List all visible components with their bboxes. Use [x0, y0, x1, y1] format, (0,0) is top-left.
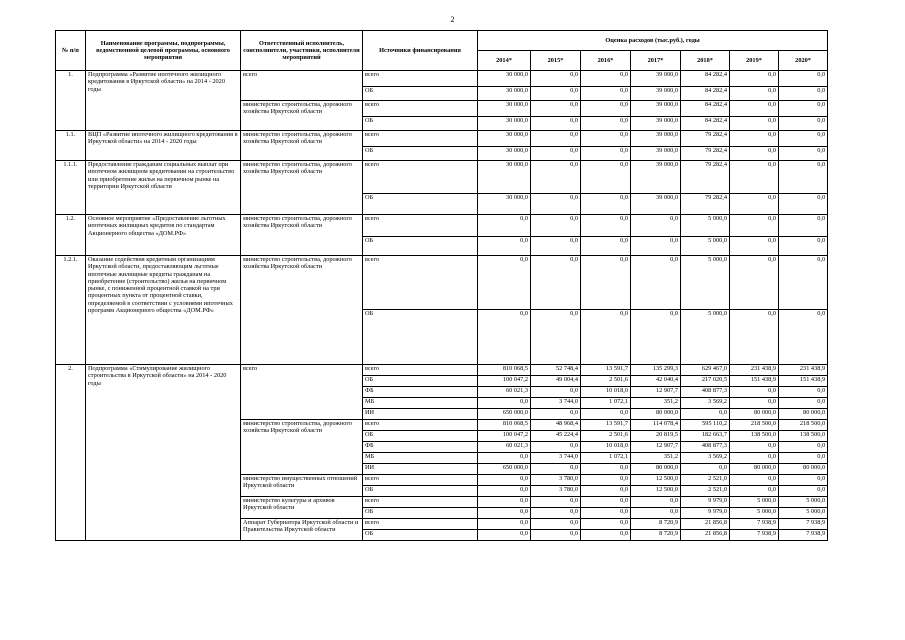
expense-value: 0,0: [478, 497, 531, 508]
expense-value: 12 907,7: [631, 387, 681, 398]
expense-value: 9 979,0: [681, 497, 730, 508]
responsible-executor: Аппарат Губернатора Иркутской области и Правительства Иркутской области: [241, 519, 363, 541]
funding-source: всего: [363, 161, 478, 194]
expense-value: 0,0: [531, 409, 581, 420]
expense-value: 2 521,0: [681, 475, 730, 486]
expense-value: 0,0: [581, 215, 631, 237]
expense-value: 0,0: [531, 71, 581, 87]
expense-value: 79 282,4: [681, 161, 730, 194]
budget-table: [55, 30, 828, 541]
expense-value: 0,0: [478, 475, 531, 486]
expense-value: 30 000,0: [478, 131, 531, 147]
row-number: 2.: [56, 365, 86, 541]
expense-value: 3 569,2: [681, 453, 730, 464]
expense-value: 408 877,3: [681, 387, 730, 398]
responsible-executor: министерство имущественных отношений Иркутской области: [241, 475, 363, 497]
funding-source: ИИ: [363, 409, 478, 420]
expense-value: 0,0: [779, 486, 828, 497]
row-number: 1.1.: [56, 131, 86, 161]
expense-value: 0,0: [730, 453, 779, 464]
expense-value: 39 000,0: [631, 71, 681, 87]
header-year: 2015*: [531, 51, 581, 71]
expense-value: 0,0: [779, 310, 828, 365]
funding-source: всего: [363, 215, 478, 237]
expense-value: 7 938,9: [779, 519, 828, 530]
expense-value: 5 000,0: [730, 508, 779, 519]
expense-value: 0,0: [779, 237, 828, 256]
responsible-executor: министерство строительства, дорожного хозяйства Иркутской области: [241, 420, 363, 475]
expense-value: 0,0: [478, 256, 531, 310]
expense-value: 0,0: [478, 398, 531, 409]
expense-value: 0,0: [478, 486, 531, 497]
expense-value: 0,0: [779, 131, 828, 147]
funding-source: ОБ: [363, 194, 478, 215]
expense-value: 0,0: [581, 310, 631, 365]
expense-value: 0,0: [779, 475, 828, 486]
funding-source: ФБ: [363, 442, 478, 453]
table-row: [56, 256, 828, 310]
expense-value: 0,0: [730, 194, 779, 215]
expense-value: 0,0: [730, 101, 779, 117]
responsible-executor: всего: [241, 71, 363, 101]
table-row: [56, 161, 828, 194]
expense-value: 0,0: [631, 256, 681, 310]
expense-value: 100 047,2: [478, 431, 531, 442]
expense-value: 138 500,0: [730, 431, 779, 442]
header-year: 2016*: [581, 51, 631, 71]
expense-value: 351,2: [631, 398, 681, 409]
expense-value: 0,0: [779, 101, 828, 117]
expense-value: 0,0: [779, 87, 828, 101]
expense-value: 0,0: [531, 117, 581, 131]
expense-value: 2 501,6: [581, 376, 631, 387]
expense-value: 151 438,9: [730, 376, 779, 387]
table-body: [56, 71, 828, 541]
expense-value: 0,0: [631, 497, 681, 508]
row-number: 1.2.1.: [56, 256, 86, 365]
expense-value: 1 072,1: [581, 398, 631, 409]
expense-value: 5 000,0: [779, 497, 828, 508]
funding-source: всего: [363, 131, 478, 147]
expense-value: 0,0: [730, 442, 779, 453]
funding-source: всего: [363, 256, 478, 310]
expense-value: 80 000,0: [730, 409, 779, 420]
row-number: 1.1.1.: [56, 161, 86, 215]
expense-value: 0,0: [779, 398, 828, 409]
expense-value: 79 282,4: [681, 147, 730, 161]
expense-value: 5 000,0: [681, 215, 730, 237]
expense-value: 0,0: [779, 387, 828, 398]
funding-source: ОБ: [363, 486, 478, 497]
header-name: Наименование программы, подпрограммы, ведомственной целевой программы, основного мероприятия: [86, 31, 241, 71]
expense-value: 0,0: [581, 508, 631, 519]
expense-value: 0,0: [730, 398, 779, 409]
expense-value: 351,2: [631, 453, 681, 464]
expense-value: 0,0: [581, 486, 631, 497]
expense-value: 30 000,0: [478, 101, 531, 117]
funding-source: всего: [363, 101, 478, 117]
expense-value: 12 500,0: [631, 486, 681, 497]
funding-source: всего: [363, 475, 478, 486]
expense-value: 21 856,8: [681, 519, 730, 530]
expense-value: 39 000,0: [631, 147, 681, 161]
header-num: № п/п: [56, 31, 86, 71]
expense-value: 80 000,0: [779, 409, 828, 420]
expense-value: 0,0: [531, 131, 581, 147]
expense-value: 0,0: [730, 161, 779, 194]
expense-value: 0,0: [581, 237, 631, 256]
expense-value: 650 000,0: [478, 464, 531, 475]
expense-value: 231 438,9: [730, 365, 779, 376]
expense-value: 0,0: [581, 87, 631, 101]
funding-source: ФБ: [363, 387, 478, 398]
expense-value: 79 282,4: [681, 194, 730, 215]
expense-value: 9 979,0: [681, 508, 730, 519]
responsible-executor: всего: [241, 365, 363, 420]
expense-value: 42 040,4: [631, 376, 681, 387]
expense-value: 39 000,0: [631, 161, 681, 194]
responsible-executor: министерство строительства, дорожного хозяйства Иркутской области: [241, 101, 363, 131]
table-row: [56, 131, 828, 147]
expense-value: 0,0: [581, 530, 631, 541]
expense-value: 650 000,0: [478, 409, 531, 420]
expense-value: 0,0: [779, 442, 828, 453]
funding-source: ОБ: [363, 117, 478, 131]
expense-value: 0,0: [478, 237, 531, 256]
funding-source: всего: [363, 519, 478, 530]
expense-value: 0,0: [581, 194, 631, 215]
expense-value: 39 000,0: [631, 194, 681, 215]
expense-value: 218 500,0: [779, 420, 828, 431]
expense-value: 3 744,0: [531, 398, 581, 409]
expense-value: 0,0: [681, 464, 730, 475]
expense-value: 3 569,2: [681, 398, 730, 409]
expense-value: 8 720,9: [631, 519, 681, 530]
header-year: 2020*: [779, 51, 828, 71]
expense-value: 0,0: [531, 101, 581, 117]
expense-value: 13 591,7: [581, 420, 631, 431]
expense-value: 20 819,5: [631, 431, 681, 442]
expense-value: 0,0: [779, 194, 828, 215]
row-number: 1.2.: [56, 215, 86, 256]
header-costs: Оценка расходов (тыс.руб.), годы: [478, 31, 828, 51]
expense-value: 0,0: [478, 310, 531, 365]
expense-value: 1 072,1: [581, 453, 631, 464]
expense-value: 0,0: [478, 519, 531, 530]
expense-value: 408 877,3: [681, 442, 730, 453]
expense-value: 80 000,0: [631, 409, 681, 420]
expense-value: 7 938,9: [730, 530, 779, 541]
expense-value: 100 047,2: [478, 376, 531, 387]
expense-value: 0,0: [531, 147, 581, 161]
expense-value: 218 500,0: [730, 420, 779, 431]
expense-value: 30 000,0: [478, 194, 531, 215]
expense-value: 21 856,8: [681, 530, 730, 541]
expense-value: 7 938,9: [779, 530, 828, 541]
expense-value: 5 000,0: [779, 508, 828, 519]
expense-value: 0,0: [581, 475, 631, 486]
table-row: [56, 215, 828, 237]
funding-source: ОБ: [363, 508, 478, 519]
expense-value: 0,0: [779, 215, 828, 237]
expense-value: 0,0: [730, 256, 779, 310]
expense-value: 0,0: [531, 194, 581, 215]
responsible-executor: министерство строительства, дорожного хозяйства Иркутской области: [241, 161, 363, 215]
funding-source: ОБ: [363, 147, 478, 161]
expense-value: 60 021,3: [478, 442, 531, 453]
responsible-executor: министерство строительства, дорожного хозяйства Иркутской области: [241, 215, 363, 256]
expense-value: 0,0: [581, 464, 631, 475]
expense-value: 2 501,6: [581, 431, 631, 442]
expense-value: 0,0: [730, 486, 779, 497]
expense-value: 79 282,4: [681, 131, 730, 147]
program-name: Предоставление гражданам социальных выплат при ипотечном жилищном кредитовании на строительство или приобретение жилья на первичном рынке на территории Иркутской области: [86, 161, 241, 215]
expense-value: 12 907,7: [631, 442, 681, 453]
expense-value: 0,0: [531, 215, 581, 237]
expense-value: 12 500,0: [631, 475, 681, 486]
expense-value: 84 282,4: [681, 87, 730, 101]
responsible-executor: министерство строительства, дорожного хозяйства Иркутской области: [241, 131, 363, 161]
expense-value: 0,0: [730, 117, 779, 131]
expense-value: 810 068,5: [478, 420, 531, 431]
funding-source: ОБ: [363, 310, 478, 365]
responsible-executor: министерство строительства, дорожного хозяйства Иркутской области: [241, 256, 363, 365]
expense-value: 60 021,3: [478, 387, 531, 398]
expense-value: 595 110,2: [681, 420, 730, 431]
expense-value: 52 748,4: [531, 365, 581, 376]
funding-source: ОБ: [363, 530, 478, 541]
expense-value: 0,0: [581, 161, 631, 194]
expense-value: 84 282,4: [681, 117, 730, 131]
program-name: Подпрограмма «Развитие ипотечного жилищного кредитования в Иркутской области» на 2014 - 2020 годы: [86, 71, 241, 131]
expense-value: 39 000,0: [631, 101, 681, 117]
expense-value: 0,0: [631, 508, 681, 519]
expense-value: 5 000,0: [681, 237, 730, 256]
header-year: 2019*: [730, 51, 779, 71]
funding-source: МБ: [363, 398, 478, 409]
expense-value: 0,0: [779, 147, 828, 161]
expense-value: 80 000,0: [730, 464, 779, 475]
expense-value: 0,0: [730, 147, 779, 161]
expense-value: 0,0: [478, 453, 531, 464]
expense-value: 0,0: [581, 117, 631, 131]
expense-value: 0,0: [631, 215, 681, 237]
expense-value: 39 000,0: [631, 117, 681, 131]
funding-source: ОБ: [363, 376, 478, 387]
expense-value: 0,0: [531, 530, 581, 541]
expense-value: 0,0: [581, 147, 631, 161]
expense-value: 84 282,4: [681, 101, 730, 117]
expense-value: 3 744,0: [531, 453, 581, 464]
expense-value: 48 968,4: [531, 420, 581, 431]
expense-value: 0,0: [730, 310, 779, 365]
expense-value: 138 500,0: [779, 431, 828, 442]
header-year: 2017*: [631, 51, 681, 71]
expense-value: 10 018,0: [581, 387, 631, 398]
expense-value: 151 438,9: [779, 376, 828, 387]
expense-value: 217 020,5: [681, 376, 730, 387]
table-row: [56, 71, 828, 87]
funding-source: МБ: [363, 453, 478, 464]
expense-value: 8 720,9: [631, 530, 681, 541]
expense-value: 0,0: [779, 71, 828, 87]
expense-value: 80 000,0: [779, 464, 828, 475]
expense-value: 0,0: [730, 237, 779, 256]
expense-value: 0,0: [779, 256, 828, 310]
expense-value: 0,0: [730, 71, 779, 87]
expense-value: 182 663,7: [681, 431, 730, 442]
expense-value: 0,0: [730, 131, 779, 147]
expense-value: 0,0: [531, 387, 581, 398]
expense-value: 0,0: [478, 530, 531, 541]
expense-value: 231 438,9: [779, 365, 828, 376]
expense-value: 135 299,3: [631, 365, 681, 376]
expense-value: 0,0: [478, 215, 531, 237]
expense-value: 49 004,4: [531, 376, 581, 387]
expense-value: 39 000,0: [631, 131, 681, 147]
expense-value: 0,0: [730, 475, 779, 486]
funding-source: всего: [363, 365, 478, 376]
expense-value: 0,0: [779, 453, 828, 464]
expense-value: 0,0: [581, 409, 631, 420]
header-source: Источники финансирования: [363, 31, 478, 71]
expense-value: 5 000,0: [681, 256, 730, 310]
expense-value: 0,0: [531, 519, 581, 530]
expense-value: 0,0: [478, 508, 531, 519]
expense-value: 80 000,0: [631, 464, 681, 475]
funding-source: всего: [363, 71, 478, 87]
expense-value: 0,0: [531, 237, 581, 256]
expense-value: 0,0: [681, 409, 730, 420]
expense-value: 30 000,0: [478, 147, 531, 161]
program-name: Оказание содействия кредитным организациям Иркутской области, предоставляющим льготные ипотечные жилищные кредиты гражданам на приобретение (строительство) жилья на первичном рынке, с пониженной процентной ставкой на три процентных пункта от процентной ставки, определяемой в соответствии с условиями ипотечных программ Акционерного общества «ДОМ.РФ»: [86, 256, 241, 365]
expense-value: 0,0: [531, 508, 581, 519]
funding-source: ИИ: [363, 464, 478, 475]
expense-value: 5 000,0: [730, 497, 779, 508]
expense-value: 45 224,4: [531, 431, 581, 442]
expense-value: 10 018,0: [581, 442, 631, 453]
expense-value: 0,0: [730, 215, 779, 237]
expense-value: 39 000,0: [631, 87, 681, 101]
expense-value: 7 938,9: [730, 519, 779, 530]
expense-value: 0,0: [531, 256, 581, 310]
funding-source: ОБ: [363, 87, 478, 101]
expense-value: 84 282,4: [681, 71, 730, 87]
funding-source: ОБ: [363, 237, 478, 256]
expense-value: 30 000,0: [478, 117, 531, 131]
program-name: Основное мероприятие «Предоставление льготных ипотечных жилищных кредитов по стандартам Акционерного общества «ДОМ.РФ»: [86, 215, 241, 256]
header-year: 2018*: [681, 51, 730, 71]
responsible-executor: министерство культуры и архивов Иркутской области: [241, 497, 363, 519]
header-year: 2014*: [478, 51, 531, 71]
expense-value: 0,0: [631, 237, 681, 256]
header-responsible: Ответственный исполнитель, соисполнители, участники, исполнители мероприятий: [241, 31, 363, 71]
expense-value: 0,0: [531, 87, 581, 101]
page-number: 2: [450, 15, 455, 24]
funding-source: всего: [363, 497, 478, 508]
expense-value: 5 000,0: [681, 310, 730, 365]
expense-value: 3 780,0: [531, 475, 581, 486]
expense-value: 0,0: [531, 161, 581, 194]
expense-value: 3 780,0: [531, 486, 581, 497]
expense-value: 30 000,0: [478, 71, 531, 87]
expense-value: 13 591,7: [581, 365, 631, 376]
expense-value: 0,0: [531, 464, 581, 475]
expense-value: 0,0: [531, 497, 581, 508]
expense-value: 0,0: [581, 71, 631, 87]
expense-value: 30 000,0: [478, 161, 531, 194]
expense-value: 810 068,5: [478, 365, 531, 376]
expense-value: 0,0: [581, 256, 631, 310]
expense-value: 114 078,4: [631, 420, 681, 431]
program-name: ВЦП «Развитие ипотечного жилищного кредитования в Иркутской области» на 2014 - 2020 годы: [86, 131, 241, 161]
program-name: Подпрограмма «Стимулирование жилищного строительства в Иркутской области» на 2014 - 2020 годы: [86, 365, 241, 541]
expense-value: 0,0: [779, 161, 828, 194]
expense-value: 30 000,0: [478, 87, 531, 101]
funding-source: ОБ: [363, 431, 478, 442]
table-row: [56, 365, 828, 376]
expense-value: 629 467,0: [681, 365, 730, 376]
funding-source: всего: [363, 420, 478, 431]
expense-value: 0,0: [531, 442, 581, 453]
expense-value: 0,0: [581, 497, 631, 508]
expense-value: 0,0: [581, 101, 631, 117]
expense-value: 0,0: [631, 310, 681, 365]
expense-value: 0,0: [730, 87, 779, 101]
expense-value: 0,0: [779, 117, 828, 131]
row-number: 1.: [56, 71, 86, 131]
expense-value: 0,0: [581, 519, 631, 530]
expense-value: 0,0: [581, 131, 631, 147]
expense-value: 0,0: [531, 310, 581, 365]
expense-value: 0,0: [730, 387, 779, 398]
expense-value: 2 521,0: [681, 486, 730, 497]
